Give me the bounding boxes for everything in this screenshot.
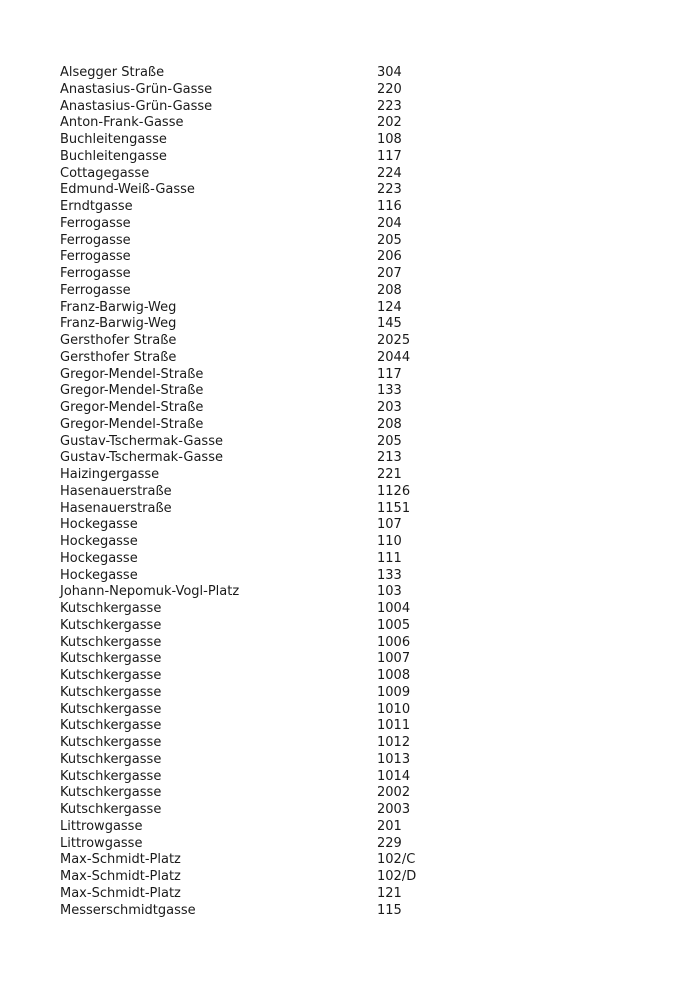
house-number: 2044 xyxy=(377,349,411,365)
house-number: 206 xyxy=(377,249,402,265)
house-number: 110 xyxy=(377,534,402,549)
street-name: Messerschmidtgasse xyxy=(60,902,196,918)
table-row xyxy=(60,501,500,518)
street-name: Franz-Barwig-Weg xyxy=(60,316,177,332)
street-name: Max-Schmidt-Platz xyxy=(60,869,181,884)
street-name: Gersthofer Straße xyxy=(60,349,177,365)
table-row xyxy=(60,350,500,367)
table-row xyxy=(60,266,500,283)
table-row xyxy=(60,769,500,786)
street-name: Kutschkergasse xyxy=(60,651,162,667)
table-row xyxy=(60,333,500,350)
house-number: 304 xyxy=(377,65,402,80)
table-row xyxy=(60,450,500,467)
street-name: Gregor-Mendel-Straße xyxy=(60,366,204,382)
table-row xyxy=(60,903,500,920)
table-row xyxy=(60,886,500,903)
house-number: 117 xyxy=(377,148,402,164)
table-row xyxy=(60,551,500,568)
street-name: Kutschkergasse xyxy=(60,802,162,817)
house-number: 1151 xyxy=(377,500,411,516)
table-row xyxy=(60,852,500,869)
house-number: 1126 xyxy=(377,483,411,499)
table-row xyxy=(60,819,500,836)
table-row xyxy=(60,182,500,199)
street-name: Hockegasse xyxy=(60,550,138,566)
street-name: Kutschkergasse xyxy=(60,718,162,734)
house-number: 124 xyxy=(377,299,402,315)
table-row xyxy=(60,383,500,400)
table-row xyxy=(60,367,500,384)
street-name: Gustav-Tschermak-Gasse xyxy=(60,450,223,466)
house-number: 102/D xyxy=(377,869,417,884)
house-number: 201 xyxy=(377,818,402,834)
house-number: 223 xyxy=(377,182,402,198)
street-name: Kutschkergasse xyxy=(60,768,162,784)
street-name: Ferrogasse xyxy=(60,232,131,248)
street-name: Anton-Frank-Gasse xyxy=(60,115,184,131)
street-name: Ferrogasse xyxy=(60,249,131,265)
table-row xyxy=(60,484,500,501)
street-name: Kutschkergasse xyxy=(60,735,162,750)
table-row xyxy=(60,869,500,886)
table-row xyxy=(60,685,500,702)
house-number: 133 xyxy=(377,567,402,583)
street-name: Littrowgasse xyxy=(60,835,143,851)
table-row xyxy=(60,618,500,635)
table-row xyxy=(60,735,500,752)
house-number: 102/C xyxy=(377,852,416,868)
house-number: 203 xyxy=(377,400,402,415)
house-number: 1009 xyxy=(377,684,411,700)
table-row xyxy=(60,99,500,116)
house-number: 1005 xyxy=(377,617,411,633)
street-name: Gregor-Mendel-Straße xyxy=(60,416,204,432)
house-number: 121 xyxy=(377,885,402,901)
house-number: 208 xyxy=(377,416,402,432)
house-number: 111 xyxy=(377,550,402,566)
house-number: 208 xyxy=(377,282,402,298)
street-name: Franz-Barwig-Weg xyxy=(60,299,177,315)
table-row xyxy=(60,400,500,417)
house-number: 220 xyxy=(377,81,402,97)
house-number: 116 xyxy=(377,199,402,214)
house-number: 205 xyxy=(377,433,402,449)
street-name: Kutschkergasse xyxy=(60,751,162,767)
table-row xyxy=(60,316,500,333)
street-name: Kutschkergasse xyxy=(60,617,162,633)
table-row xyxy=(60,584,500,601)
table-row xyxy=(60,651,500,668)
street-name: Edmund-Weiß-Gasse xyxy=(60,182,195,198)
table-row xyxy=(60,702,500,719)
table-row xyxy=(60,300,500,317)
table-row xyxy=(60,752,500,769)
street-name: Gregor-Mendel-Straße xyxy=(60,400,204,415)
street-name: Gregor-Mendel-Straße xyxy=(60,383,204,399)
street-name: Ferrogasse xyxy=(60,282,131,298)
street-name: Hockegasse xyxy=(60,534,138,549)
house-number: 2025 xyxy=(377,333,411,348)
house-number: 229 xyxy=(377,835,402,851)
street-name: Hasenauerstraße xyxy=(60,483,172,499)
street-name: Hasenauerstraße xyxy=(60,500,172,516)
house-number: 205 xyxy=(377,232,402,248)
house-number: 204 xyxy=(377,215,402,231)
street-name: Gersthofer Straße xyxy=(60,333,177,348)
house-number: 1010 xyxy=(377,701,411,717)
house-number: 224 xyxy=(377,165,402,181)
table-row xyxy=(60,836,500,853)
street-name: Hockegasse xyxy=(60,517,138,533)
street-name: Kutschkergasse xyxy=(60,701,162,717)
street-name: Cottagegasse xyxy=(60,165,150,181)
table-row xyxy=(60,233,500,250)
table-row xyxy=(60,534,500,551)
table-row xyxy=(60,82,500,99)
house-number: 107 xyxy=(377,517,402,533)
house-number: 108 xyxy=(377,132,402,147)
table-row xyxy=(60,601,500,618)
house-number: 207 xyxy=(377,266,402,281)
table-row xyxy=(60,635,500,652)
table-row xyxy=(60,132,500,149)
house-number: 2003 xyxy=(377,802,411,817)
table-row xyxy=(60,417,500,434)
table-row xyxy=(60,65,500,82)
table-row xyxy=(60,249,500,266)
street-name: Littrowgasse xyxy=(60,818,143,834)
street-name: Anastasius-Grün-Gasse xyxy=(60,98,213,114)
house-number: 145 xyxy=(377,316,402,332)
street-name: Alsegger Straße xyxy=(60,65,165,80)
house-number: 133 xyxy=(377,383,402,399)
street-name: Kutschkergasse xyxy=(60,668,162,683)
table-row xyxy=(60,434,500,451)
house-number: 117 xyxy=(377,366,402,382)
house-number: 202 xyxy=(377,115,402,131)
street-name: Kutschkergasse xyxy=(60,601,162,616)
house-number: 1012 xyxy=(377,735,411,750)
street-name: Hockegasse xyxy=(60,567,138,583)
table-row xyxy=(60,785,500,802)
house-number: 2002 xyxy=(377,785,411,801)
table-row xyxy=(60,149,500,166)
street-number-table xyxy=(60,65,500,919)
street-name: Gustav-Tschermak-Gasse xyxy=(60,433,223,449)
street-name: Johann-Nepomuk-Vogl-Platz xyxy=(60,584,240,600)
street-name: Max-Schmidt-Platz xyxy=(60,885,181,901)
table-row xyxy=(60,568,500,585)
street-name: Kutschkergasse xyxy=(60,684,162,700)
house-number: 1011 xyxy=(377,718,411,734)
house-number: 223 xyxy=(377,98,402,114)
street-name: Kutschkergasse xyxy=(60,634,162,650)
house-number: 221 xyxy=(377,467,402,482)
street-name: Ferrogasse xyxy=(60,215,131,231)
table-row xyxy=(60,517,500,534)
table-row xyxy=(60,668,500,685)
house-number: 213 xyxy=(377,450,402,466)
street-name: Haizingergasse xyxy=(60,467,160,482)
house-number: 1004 xyxy=(377,601,411,616)
street-name: Erndtgasse xyxy=(60,199,133,214)
street-name: Kutschkergasse xyxy=(60,785,162,801)
street-name: Anastasius-Grün-Gasse xyxy=(60,81,213,97)
house-number: 115 xyxy=(377,902,402,918)
house-number: 1014 xyxy=(377,768,411,784)
table-row xyxy=(60,802,500,819)
table-row xyxy=(60,199,500,216)
house-number: 1008 xyxy=(377,668,411,683)
street-name: Max-Schmidt-Platz xyxy=(60,852,181,868)
street-name: Buchleitengasse xyxy=(60,148,167,164)
table-row xyxy=(60,467,500,484)
house-number: 1007 xyxy=(377,651,411,667)
table-row xyxy=(60,166,500,183)
table-row xyxy=(60,283,500,300)
table-row xyxy=(60,115,500,132)
table-row xyxy=(60,718,500,735)
house-number: 103 xyxy=(377,584,402,600)
table-row xyxy=(60,216,500,233)
street-name: Buchleitengasse xyxy=(60,132,167,147)
house-number: 1013 xyxy=(377,751,411,767)
street-name: Ferrogasse xyxy=(60,266,131,281)
house-number: 1006 xyxy=(377,634,411,650)
